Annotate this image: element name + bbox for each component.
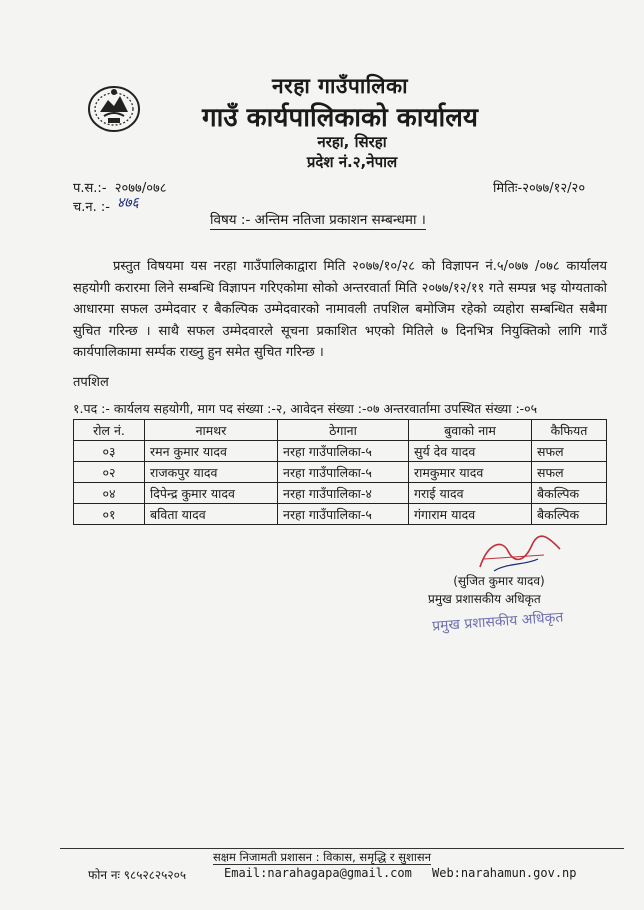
remarks-cell: सफल: [532, 462, 607, 483]
address-cell: नरहा गाउँपालिका-५: [278, 462, 409, 483]
address-cell: नरहा गाउँपालिका-५: [278, 504, 409, 525]
result-table: [73, 419, 607, 525]
cn-label: च.न. :-: [73, 200, 110, 215]
ps-number: प.स.:- २०७७/०७८: [73, 181, 167, 196]
col-name: नामथर: [145, 420, 278, 441]
name-cell: राजकपुर यादव: [145, 462, 278, 483]
address-cell: नरहा गाउँपालिका-५: [278, 441, 409, 462]
roll-cell: ०४: [74, 483, 145, 504]
col-father: बुवाको नाम: [409, 420, 532, 441]
father-cell: सुर्य देव यादव: [409, 441, 532, 462]
remarks-cell: बैकल्पिक: [532, 504, 607, 525]
table-row: [74, 504, 607, 525]
footer-divider: [60, 848, 624, 849]
col-address: ठेगाना: [278, 420, 409, 441]
signatory-name: (सुजित कुमार यादव): [453, 574, 545, 588]
post-details: १.पद :- कार्यलय सहयोगी, माग पद संख्या :-२, आवेदन संख्या :-०७ अन्तरवार्तामा उपस्थित संख्या :-०५: [73, 401, 538, 416]
office-title: गाउँ कार्यपालिकाको कार्यालय: [202, 103, 478, 133]
roll-cell: ०३: [74, 441, 145, 462]
col-roll: रोल नं.: [74, 420, 145, 441]
father-cell: गंगाराम यादव: [409, 504, 532, 525]
office-province: प्रदेश नं.२,नेपाल: [306, 153, 398, 171]
handwritten-signature: [474, 533, 566, 575]
footer-motto: सक्षम निजामती प्रशासन : विकास, समृद्धि र सुशासन: [212, 850, 431, 864]
table-header-row: [74, 420, 607, 441]
municipality-name: नरहा गाउँपालिका: [271, 74, 409, 98]
remarks-cell: बैकल्पिक: [532, 483, 607, 504]
footer-phone: फोन नः ९८५२८२५२०५: [88, 868, 187, 882]
official-stamp: प्रमुख प्रशासकीय अधिकृत: [431, 609, 564, 635]
table-row: [74, 483, 607, 504]
letter-date: मितिः-२०७७/१२/२०: [493, 181, 586, 196]
remarks-cell: सफल: [532, 441, 607, 462]
footer-website: Web:narahamun.gov.np: [432, 866, 577, 880]
name-cell: दिपेन्द्र कुमार यादव: [145, 483, 278, 504]
table-row: [74, 441, 607, 462]
col-remarks: कैफियत: [532, 420, 607, 441]
body-paragraph: प्रस्तुत विषयमा यस नरहा गाउँपालिकाद्वारा मिति २०७७/१०/२८ को विज्ञापन नं.५/०७७ /०७८ कार्यालय सहयोगी करारमा लिने सम्बन्धि विज्ञापन गरिएकोमा सोको अन्तरवार्ता मिति २०७७/१२/११ गते सम्पन्न भइ योग्यताको आधारमा सफल उम्मेदवार र बैकल्पिक उम्मेदवारको नामावली तपशिल बमोजिम रहेको व्यहोरा सम्बन्धित सबैमा सुचित गरिन्छ । साथै सफल उम्मेदवारले सूचना प्रकाशित भएको मितिले ७ दिनभित्र नियुक्तिको लागि गाउँ कार्यपालिकामा सर्म्पक राख्नु हुन समेत सुचित गरिन्छ ।: [73, 259, 607, 360]
letter-body: [73, 256, 607, 364]
name-cell: रमन कुमार यादव: [145, 441, 278, 462]
roll-cell: ०१: [74, 504, 145, 525]
tapasil-label: तपशिल: [73, 375, 109, 390]
office-place: नरहा, सिरहा: [317, 133, 387, 151]
name-cell: बविता यादव: [145, 504, 278, 525]
footer-email: Email:narahagapa@gmail.com: [224, 866, 412, 880]
roll-cell: ०२: [74, 462, 145, 483]
letter-subject: विषय :- अन्तिम नतिजा प्रकाशन सम्बन्धमा ।: [210, 212, 426, 228]
cn-handwritten-value: ४७६: [117, 195, 139, 211]
father-cell: रामकुमार यादव: [409, 462, 532, 483]
address-cell: नरहा गाउँपालिका-४: [278, 483, 409, 504]
table-row: [74, 462, 607, 483]
father-cell: गराई यादव: [409, 483, 532, 504]
signatory-title: प्रमुख प्रशासकीय अधिकृत: [428, 592, 541, 606]
